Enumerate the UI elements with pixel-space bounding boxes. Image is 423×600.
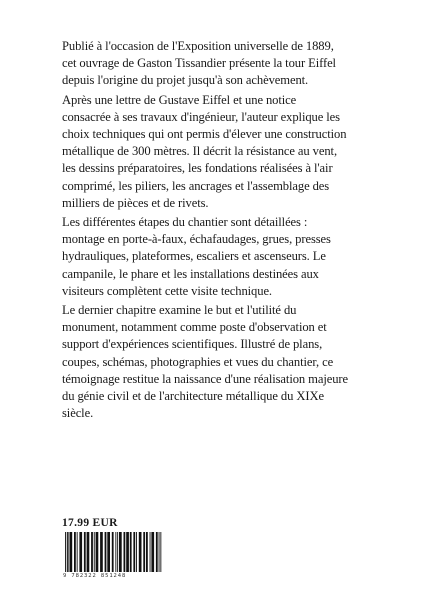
barcode-bar (159, 532, 160, 572)
barcode-bar (130, 532, 132, 572)
barcode-bar (100, 532, 103, 572)
blurb-line: cet ouvrage de Gaston Tissandier présente la tour Eiffel (62, 56, 336, 71)
barcode-digits: 9 782322 851248 (63, 573, 203, 579)
blurb-line: métallique de 300 mètres. Il décrit la résistance au vent, (62, 144, 338, 159)
blurb-line: campanile, le phare et les installations destinées aux (62, 266, 319, 281)
barcode-bar (67, 532, 68, 572)
barcode-bar (160, 532, 161, 572)
barcode-bar (126, 532, 129, 572)
blurb-paragraph-2 (62, 92, 362, 212)
barcode-bar (117, 532, 118, 572)
blurb-line: support d'expériences scientifiques. Illustré de plans, (62, 337, 323, 352)
barcode-bar (77, 532, 78, 572)
blurb-line: milliers de pièces et de rivets. (62, 195, 209, 210)
barcode-bar (79, 532, 82, 572)
blurb-line: choix techniques qui ont permis d'élever une construction (62, 127, 347, 142)
blurb-line: siècle. (62, 406, 94, 421)
barcode-bar (94, 532, 95, 572)
barcode-bar (65, 532, 66, 572)
blurb-line: Les différentes étapes du chantier sont détaillées : (62, 215, 308, 230)
barcode-bar (136, 532, 137, 572)
barcode-bar (74, 532, 76, 572)
blurb-line: témoignage restitue la naissance d'une réalisation majeure (62, 371, 349, 386)
barcode-bar (146, 532, 148, 572)
barcode-bar (70, 532, 73, 572)
barcode-bar (112, 532, 114, 572)
blurb-line: comprimé, les piliers, les ancrages et l'assemblage des (62, 178, 330, 193)
blurb-line: Publié à l'occasion de l'Exposition universelle de 1889, (62, 39, 334, 53)
barcode-bar (84, 532, 86, 572)
barcode-bar (124, 532, 126, 572)
barcode-bar (68, 532, 69, 572)
barcode-bar (119, 532, 122, 572)
barcode-bar (107, 532, 110, 572)
blurb-line: les dessins préparatoires, les fondations réalisées à l'air (62, 161, 333, 176)
blurb-paragraph-1 (62, 38, 362, 90)
back-cover-blurb (62, 38, 362, 424)
barcode-bar (87, 532, 90, 572)
barcode-bar (91, 532, 93, 572)
barcode-bar (105, 532, 107, 572)
barcode-bar (156, 532, 158, 572)
blurb-line: monument, notamment comme poste d'observation et (62, 320, 327, 335)
barcode-bars (63, 532, 185, 574)
barcode-bar (96, 532, 99, 572)
blurb-paragraph-3 (62, 214, 362, 300)
barcode-bar (133, 532, 135, 572)
isbn-barcode (63, 532, 185, 579)
blurb-paragraph-4 (62, 302, 362, 422)
barcode-bar (143, 532, 145, 572)
barcode-bar (150, 532, 151, 572)
price-label: 17.99 EUR (62, 517, 118, 529)
blurb-line: visiteurs complètent cette visite technique. (62, 283, 272, 298)
barcode-bar (139, 532, 142, 572)
barcode-bar (151, 532, 154, 572)
blurb-line: du génie civil et de l'architecture métallique du XIXe (62, 389, 324, 404)
blurb-line: montage en porte-à-faux, échafaudages, grues, presses (62, 232, 331, 247)
barcode-bar (115, 532, 116, 572)
blurb-line: hydrauliques, plateformes, escaliers et ascenseurs. Le (62, 249, 326, 264)
blurb-line: Après une lettre de Gustave Eiffel et une notice (62, 92, 297, 107)
blurb-line: consacrée à ses travaux d'ingénieur, l'auteur explique les (62, 109, 340, 124)
blurb-line: coupes, schémas, photographies et vues du chantier, ce (62, 354, 334, 369)
blurb-line: depuis l'origine du projet jusqu'à son achèvement. (62, 73, 309, 88)
blurb-line: Le dernier chapitre examine le but et l'utilité du (62, 303, 297, 318)
